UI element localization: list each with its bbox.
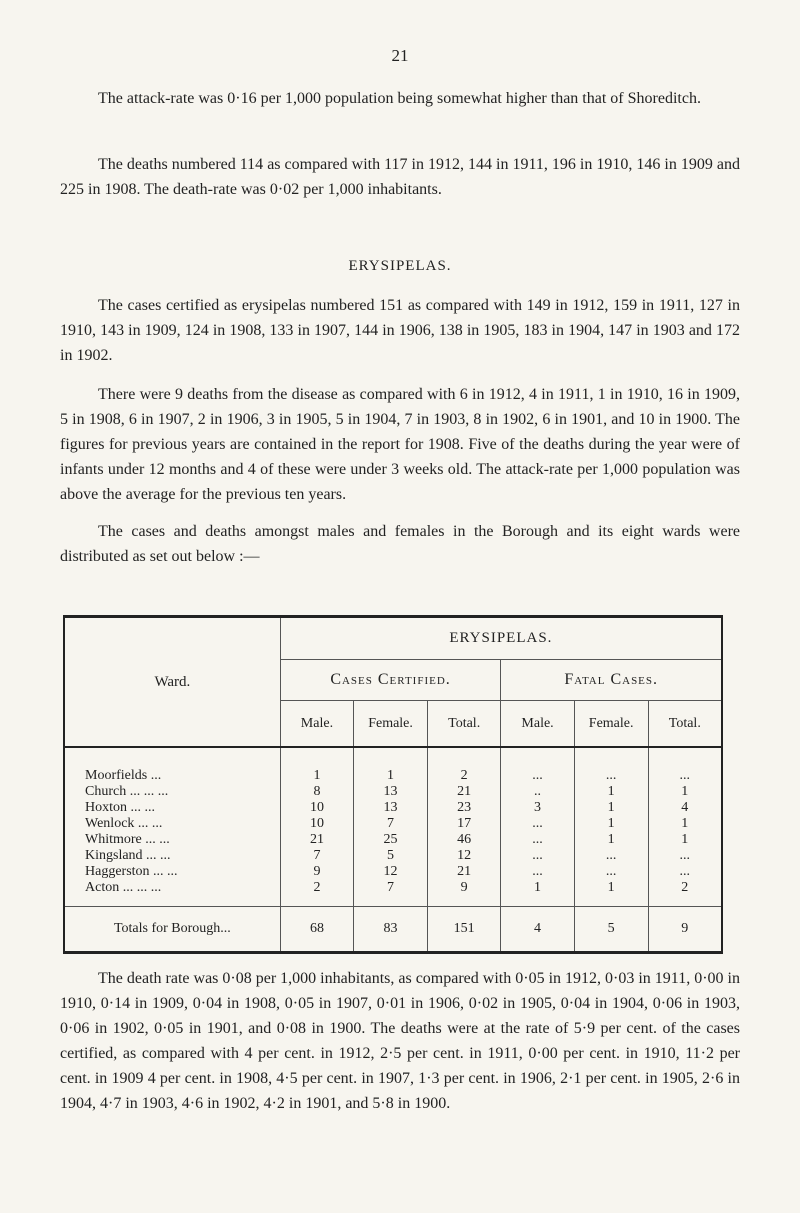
paragraph-cases-certified: The cases certified as erysipelas numbered 151 as compared with 149 in 1912, 159 in 1911, 127 in 1910, 143 in 1909, 124 in 1908, 133 in 1907, 144 in 1906, 138 in 1905, 183 in 1904, 147 in 1903 and 172 in 1902. (60, 297, 740, 364)
table-row (64, 880, 722, 907)
table-row (64, 800, 722, 816)
ward-name: Whitmore ... ... (64, 832, 280, 848)
header-erysipelas: ERYSIPELAS. (280, 617, 722, 660)
paragraph-death-rate: The death rate was 0·08 per 1,000 inhabitants, as compared with 0·05 in 1912, 0·03 in 1911, 0·00 in 1910, 0·14 in 1909, 0·04 in 1908, 0·05 in 1907, 0·01 in 1906, 0·02 in 1905, 0·04 in 1904, 0·06 in 1903, 0·06 in 1902, 0·05 in 1901, and 0·08 in 1900. The deaths were at the rate of 5·9 per cent. of the cases certified, as compared with 4 per cent. in 1912, 2·5 per cent. in 1911, 0·00 per cent. in 1910, 11·2 per cent. in 1909 4 per cent. in 1908, 4·5 per cent. in 1907, 1·3 per cent. in 1906, 2·1 per cent. in 1905, 2·6 in 1904, 4·7 in 1903, 4·6 in 1902, 4·2 in 1901, and 5·8 in 1900. (60, 970, 740, 1112)
cell-value: 9 (427, 880, 500, 907)
header-fatal-male: Male. (501, 701, 574, 747)
paragraph-deaths-from-disease: There were 9 deaths from the disease as compared with 6 in 1912, 4 in 1911, 1 in 1910, 16 in 1909, 5 in 1908, 6 in 1907, 2 in 1906, 3 in 1905, 5 in 1904, 7 in 1903, 8 in 1902, 6 in 1901, and 10 in 1900. The figures for previous years are contained in the report for 1908. Five of the deaths during the year were of infants under 12 months and 4 of these were under 3 weeks old. The attack-rate per 1,000 population was above the average for the previous ten years. (60, 386, 740, 503)
cell-value: 12 (354, 864, 428, 880)
table-row (64, 747, 722, 784)
cell-value: 10 (280, 800, 353, 816)
cell-value: 7 (354, 816, 428, 832)
ward-name: Moorfields ... (64, 747, 280, 784)
cell-value: 21 (280, 832, 353, 848)
cell-value: 25 (354, 832, 428, 848)
section-heading: ERYSIPELAS. (348, 258, 452, 274)
cell-value: .. (501, 784, 574, 800)
cell-value: 13 (354, 800, 428, 816)
header-cases-male: Male. (280, 701, 353, 747)
ward-name: Kingsland ... ... (64, 848, 280, 864)
ward-name: Wenlock ... ... (64, 816, 280, 832)
cell-value: 1 (574, 784, 648, 800)
table-row (64, 816, 722, 832)
totals-row (64, 907, 722, 953)
paragraph-attack-rate: The attack-rate was 0·16 per 1,000 population being somewhat higher than that of Shoreditch. (98, 90, 701, 107)
cell-value: 13 (354, 784, 428, 800)
ward-name: Haggerston ... ... (64, 864, 280, 880)
ward-name: Church ... ... ... (64, 784, 280, 800)
cell-value: 23 (427, 800, 500, 816)
cell-value: ... (679, 864, 691, 879)
cell-value: 7 (354, 880, 428, 907)
table-row (64, 848, 722, 864)
cell-value: 3 (501, 800, 574, 816)
header-ward: Ward. (64, 617, 280, 748)
header-cases-total: Total. (427, 701, 500, 747)
cell-value: 1 (681, 816, 689, 831)
cell-value: 1 (681, 832, 689, 847)
total-value: 4 (501, 907, 574, 953)
totals-label: Totals for Borough... (64, 907, 280, 953)
cell-value: 1 (354, 747, 428, 784)
total-value: 68 (280, 907, 353, 953)
cell-value: 1 (574, 832, 648, 848)
cell-value: 2 (280, 880, 353, 907)
cell-value: 12 (427, 848, 500, 864)
header-fatal-total: Total. (648, 701, 722, 747)
table-row (64, 864, 722, 880)
cell-value: 1 (574, 816, 648, 832)
cell-value: 4 (681, 800, 689, 815)
header-cases-certified: Cases Certified. (280, 659, 501, 701)
cell-value: ... (501, 816, 574, 832)
cell-value: ... (501, 864, 574, 880)
ward-name: Acton ... ... ... (64, 880, 280, 907)
total-value: 151 (427, 907, 500, 953)
page-number: 21 (391, 46, 409, 65)
cell-value: 2 (427, 747, 500, 784)
header-fatal-cases: Fatal Cases. (501, 659, 722, 701)
cell-value: 1 (280, 747, 353, 784)
cell-value: 17 (427, 816, 500, 832)
cell-value: 2 (681, 880, 689, 895)
cell-value: 9 (280, 864, 353, 880)
total-value: 5 (574, 907, 648, 953)
cell-value: ... (574, 848, 648, 864)
ward-name: Hoxton ... ... (64, 800, 280, 816)
cell-value: ... (574, 864, 648, 880)
table-row (64, 832, 722, 848)
cell-value: ... (501, 832, 574, 848)
cell-value: 1 (574, 800, 648, 816)
cell-value: ... (501, 747, 574, 784)
cell-value: 21 (427, 784, 500, 800)
cell-value: 7 (280, 848, 353, 864)
cell-value: ... (679, 848, 691, 863)
cell-value: 1 (681, 784, 689, 799)
cell-value: 10 (280, 816, 353, 832)
cell-value: 8 (280, 784, 353, 800)
erysipelas-table (63, 615, 723, 954)
cell-value: 1 (501, 880, 574, 907)
cell-value: ... (574, 747, 648, 784)
paragraph-distribution-intro: The cases and deaths amongst males and females in the Borough and its eight wards were distributed as set out below :— (60, 523, 740, 565)
table-row (64, 784, 722, 800)
cell-value: ... (679, 768, 691, 783)
paragraph-deaths: The deaths numbered 114 as compared with 117 in 1912, 144 in 1911, 196 in 1910, 146 in 1909 and 225 in 1908. The death-rate was 0·02 per 1,000 inhabitants. (60, 156, 740, 198)
total-value: 83 (354, 907, 428, 953)
cell-value: 5 (354, 848, 428, 864)
total-value: 9 (648, 907, 722, 953)
cell-value: 46 (427, 832, 500, 848)
cell-value: ... (501, 848, 574, 864)
cell-value: 21 (427, 864, 500, 880)
header-cases-female: Female. (354, 701, 428, 747)
header-fatal-female: Female. (574, 701, 648, 747)
cell-value: 1 (574, 880, 648, 907)
